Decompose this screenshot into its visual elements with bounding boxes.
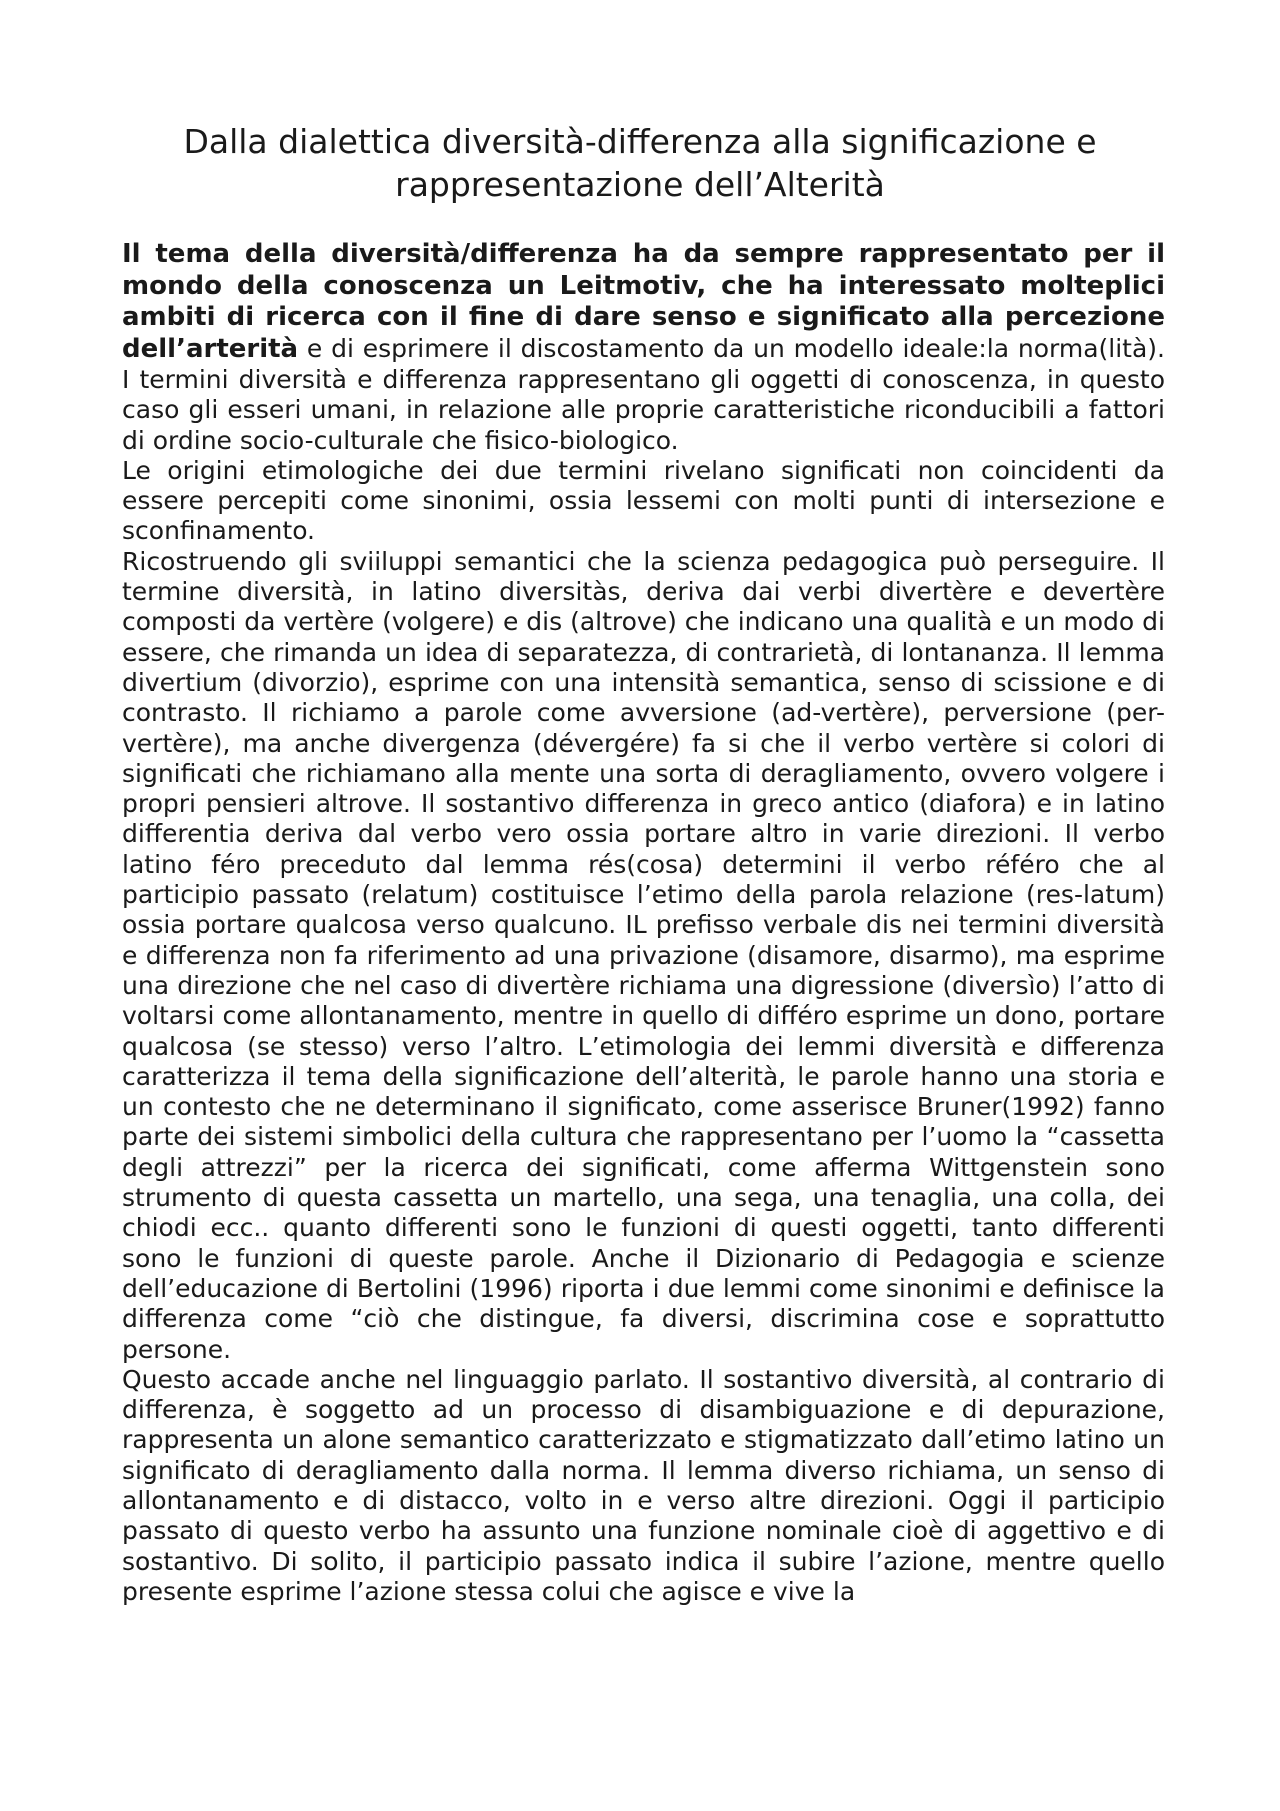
document-body [122,239,1165,1607]
paragraph-1-text: e di esprimere il discostamento da un modello ideale:la norma(lità). I termini diversità e differenza rappresentano gli oggetti di conoscenza, in questo caso gli esseri umani, in relazione alle proprie caratteristiche riconducibili a fattori di ordine socio-culturale che fisico-biologico. [122,333,1165,455]
title-line-1: Dalla dialettica diversità-differenza alla significazione e [183,122,1097,161]
title-line-2: rappresentazione dell’Alterità [395,165,885,204]
paragraph-4: Questo accade anche nel linguaggio parlato. Il sostantivo diversità, al contrario di differenza, è soggetto ad un processo di disambiguazione e di depurazione, rappresenta un alone semantico caratterizzato e stigmatizzato dall’etimo latino un significato di deragliamento dalla norma. Il lemma diverso richiama, un senso di allontanamento e di distacco, volto in e verso altre direzioni. Oggi il participio passato di questo verbo ha assunto una funzione nominale cioè di aggettivo e di sostantivo. Di solito, il participio passato indica il subire l’azione, mentre quello presente esprime l’azione stessa colui che agisce e vive la [122,1364,1165,1606]
paragraph-1-lead: Il tema della diversità/differenza ha da sempre rappresentato per il mondo della conoscenza un Leitmotiv, che ha interessato molteplici ambiti di ricerca con il fine di dare senso e significato alla percezione dell’arterità [122,239,1165,364]
paragraph-3: Ricostruendo gli sviiluppi semantici che la scienza pedagogica può perseguire. Il termine diversità, in latino diversitàs, deriva dai verbi divertère e devertère composti da vertère (volgere) e dis (altrove) che indicano una qualità e un modo di essere, che rimanda un idea di separatezza, di contrarietà, di lontananza. Il lemma divertium (divorzio), esprime con una intensità semantica, senso di scissione e di contrasto. Il richiamo a parole come avversione (ad-vertère), perversione (per-vertère), ma anche divergenza (dévergére) fa si che il verbo vertère si colori di significati che richiamano alla mente una sorta di deragliamento, ovvero volgere i propri pensieri altrove. Il sostantivo differenza in greco antico (diafora) e in latino differentia deriva dal verbo vero ossia portare altro in varie direzioni. Il verbo latino féro preceduto dal lemma rés(cosa) determini il verbo référo che al participio passato (relatum) costituisce l’etimo della parola relazione (res-latum) ossia portare qualcosa verso qualcuno. IL prefisso verbale dis nei termini diversità e differenza non fa riferimento ad una privazione (disamore, disarmo), ma esprime una direzione che nel caso di divertère richiama una digressione (diversìo) l’atto di voltarsi come allontanamento, mentre in quello di différo esprime un dono, portare qualcosa (se stesso) verso l’altro. L’etimologia dei lemmi diversità e differenza caratterizza il tema della significazione dell’alterità, le parole hanno una storia e un contesto che ne determinano il significato, come asserisce Bruner(1992) fanno parte dei sistemi simbolici della cultura che rappresentano per l’uomo la “cassetta degli attrezzi” per la ricerca dei significati, come afferma Wittgenstein sono strumento di questa cassetta un martello, una sega, una tenaglia, una colla, dei chiodi ecc.. quanto differenti sono le funzioni di questi oggetti, tanto differenti sono le funzioni di queste parole. Anche il Dizionario di Pedagogia e scienze dell’educazione di Bertolini (1996) riporta i due lemmi come sinonimi e definisce la differenza come “ciò che distingue, fa diversi, discrimina cose e soprattutto persone. [122,546,1165,1364]
paragraph-2: Le origini etimologiche dei due termini rivelano significati non coincidenti da essere percepiti come sinonimi, ossia lessemi con molti punti di intersezione e sconfinamento. [122,455,1165,546]
paragraph-1 [122,239,1165,456]
document-title [120,120,1160,206]
